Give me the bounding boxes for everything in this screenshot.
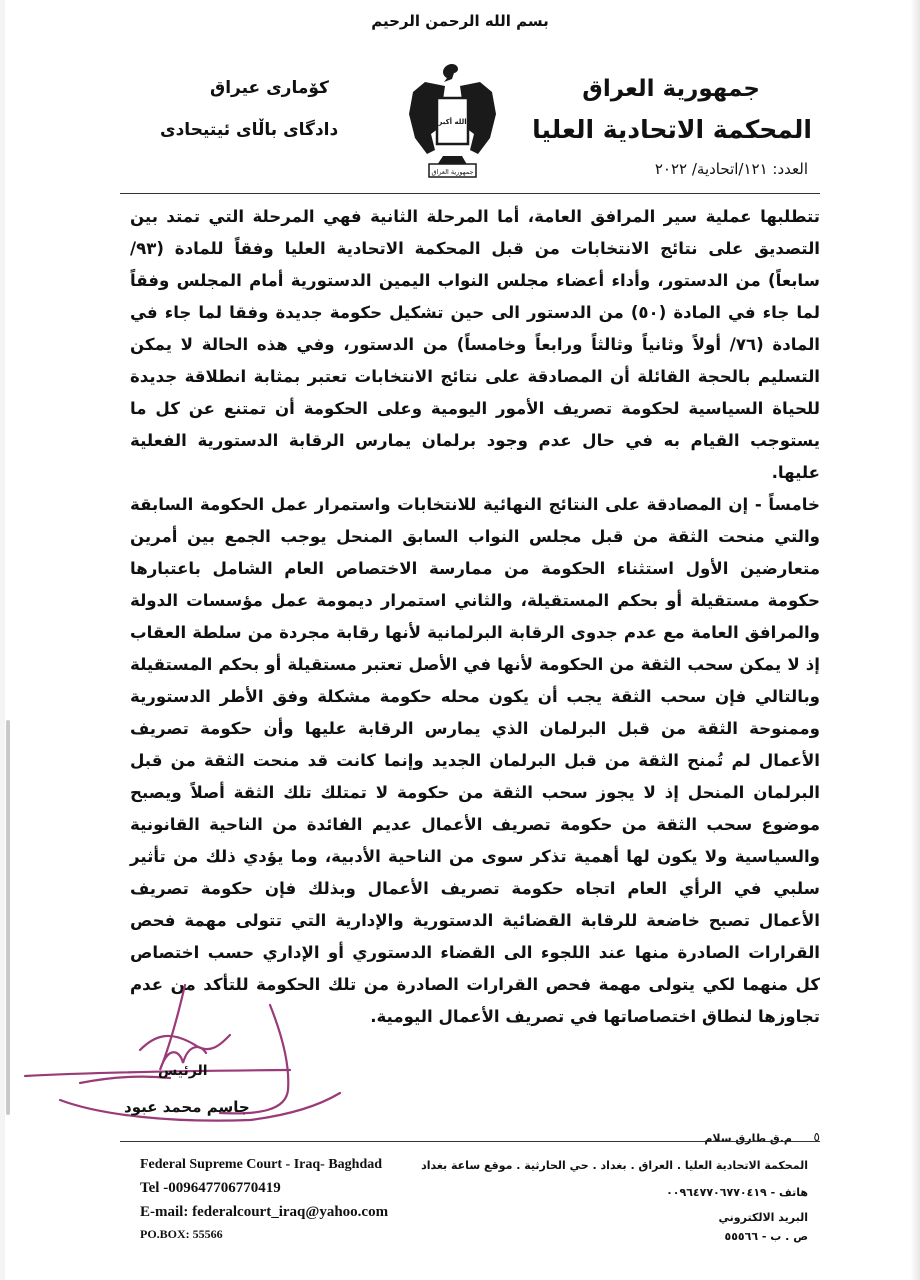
author-initials: م.ق طارق سلام (704, 1132, 792, 1145)
document-body (130, 201, 820, 1033)
emblem-motto: الله أكبر (438, 118, 467, 126)
body-paragraph: تتطلبها عملية سير المرافق العامة، أما المرحلة الثانية فهي المرحلة التي تمتد بين التصديق على نتائج الانتخابات من قبل المحكمة الاتحادية العليا وفقاً للمادة (٩٣/ سابعاً) من الدستور، وأداء أعضاء مجلس النواب اليمين الدستورية أمام المجلس وفقاً لما جاء في المادة (٥٠) من الدستور الى حين تشكيل حكومة جديدة وفقا لما جاء في المادة (٧٦/ أولاً وثانياً وثالثاً ورابعاً وخامساً) من الدستور، وفي هذه الحالة لا يمكن التسليم بالحجة القائلة أن المصادقة على نتائج الانتخابات تعتبر بمثابة انطلاقة جديدة للحياة السياسية لحكومة تصريف الأمور اليومية وعلى الحكومة أن تمتنع عن كل ما يستوجب القيام به في حال عدم وجود برلمان يمارس الرقابة الدستورية الفعلية عليها. (130, 207, 820, 482)
signatory-title: الرئيس (158, 1063, 208, 1079)
footer-pobox-arabic: ص . ب - ٥٥٥٦٦ (724, 1230, 808, 1243)
scrollbar-thumb[interactable] (6, 720, 10, 1115)
page-right-edge (910, 0, 920, 1280)
footer-email-english: E-mail: federalcourt_iraq@yahoo.com (140, 1204, 389, 1220)
country-name-kurdish: كۆمارى عيراق (210, 78, 329, 98)
signatory-name: جاسم محمد عبود (124, 1098, 250, 1116)
page-left-edge (0, 0, 5, 1280)
eagle-emblem-icon (405, 58, 500, 183)
footer-email-label-arabic: البريد الالكتروني (718, 1211, 808, 1224)
basmala: بسم الله الرحمن الرحيم (371, 12, 549, 30)
emblem-banner: جمهورية العراق (431, 168, 474, 176)
court-name-arabic: المحكمة الاتحادية العليا (532, 115, 812, 144)
header-divider (120, 193, 820, 194)
footer-address-arabic: المحكمة الاتحادية العليا . العراق . بغداد . حي الحارثية . موقع ساعة بغداد (421, 1159, 808, 1172)
footer-phone-arabic: هاتف - ٠٠٩٦٤٧٧٠٦٧٧٠٤١٩ (666, 1186, 808, 1199)
footer-pobox-english: PO.BOX: 55566 (140, 1227, 223, 1241)
court-name-kurdish: دادگاى باڵاى ئيتيحادى (160, 120, 339, 140)
reference-number: العدد: ١٢١/اتحادية/ ٢٠٢٢ (654, 160, 808, 178)
country-name-arabic: جمهورية العراق (582, 76, 760, 102)
page-number: ٥ (813, 1130, 820, 1144)
body-paragraph: خامساً - إن المصادقة على النتائج النهائية للانتخابات واستمرار عمل الحكومة السابقة والتي منحت الثقة من قبل مجلس النواب السابق المنحل يوجب الجمع بين أمرين متعارضين الأول استثناء الحكومة من ممارسة الاختصاص العام الشامل باعتبارها حكومة مستقيلة أو بحكم المستقيلة، والثاني استمرار ديمومة عمل مؤسسات الدولة والمرافق العامة مع عدم جدوى الرقابة البرلمانية لأنها رقابة مجردة من سلطة العقاب إذ لا يمكن سحب الثقة من الحكومة لأنها في الأصل تعتبر مستقيلة أو بحكم المستقيلة وبالتالي فإن سحب الثقة يجب أن يكون محله حكومة مشكلة وفق الأطر الدستورية وممنوحة الثقة من قبل البرلمان الذي يمارس الرقابة عليها وأن حكومة تصريف الأعمال لم تُمنح الثقة من قبل البرلمان الجديد وإنما كانت قد منحت الثقة من قبل البرلمان المنحل إذ لا يجوز سحب الثقة من حكومة لا تمتلك تلك الثقة أصلاً ويصبح موضوع سحب الثقة من حكومة تصريف الأعمال عديم الفائدة من الناحية القانونية والسياسية ولا يكون لها أهمية تذكر سوى من الناحية الأدبية، وما يؤدي ذلك من تأثير سلبي في الرأي العام اتجاه حكومة تصريف الأعمال وبذلك فإن حكومة تصريف الأعمال تصبح خاضعة للرقابة القضائية الدستورية والإدارية التي تتولى مهمة فحص القرارات الصادرة منها عند اللجوء الى القضاء الدستوري أو الإداري حسب اختصاص كل منهما لكي يتولى مهمة فحص القرارات الصادرة من تلك الحكومة للتأكد من عدم تجاوزها لنطاق اختصاصاتها في تصريف الأعمال اليومية. (130, 495, 820, 1026)
footer-court-name-english: Federal Supreme Court - Iraq- Baghdad (140, 1157, 383, 1172)
footer-telephone-english: Tel -009647706770419 (140, 1180, 281, 1196)
footer-divider (120, 1141, 820, 1142)
